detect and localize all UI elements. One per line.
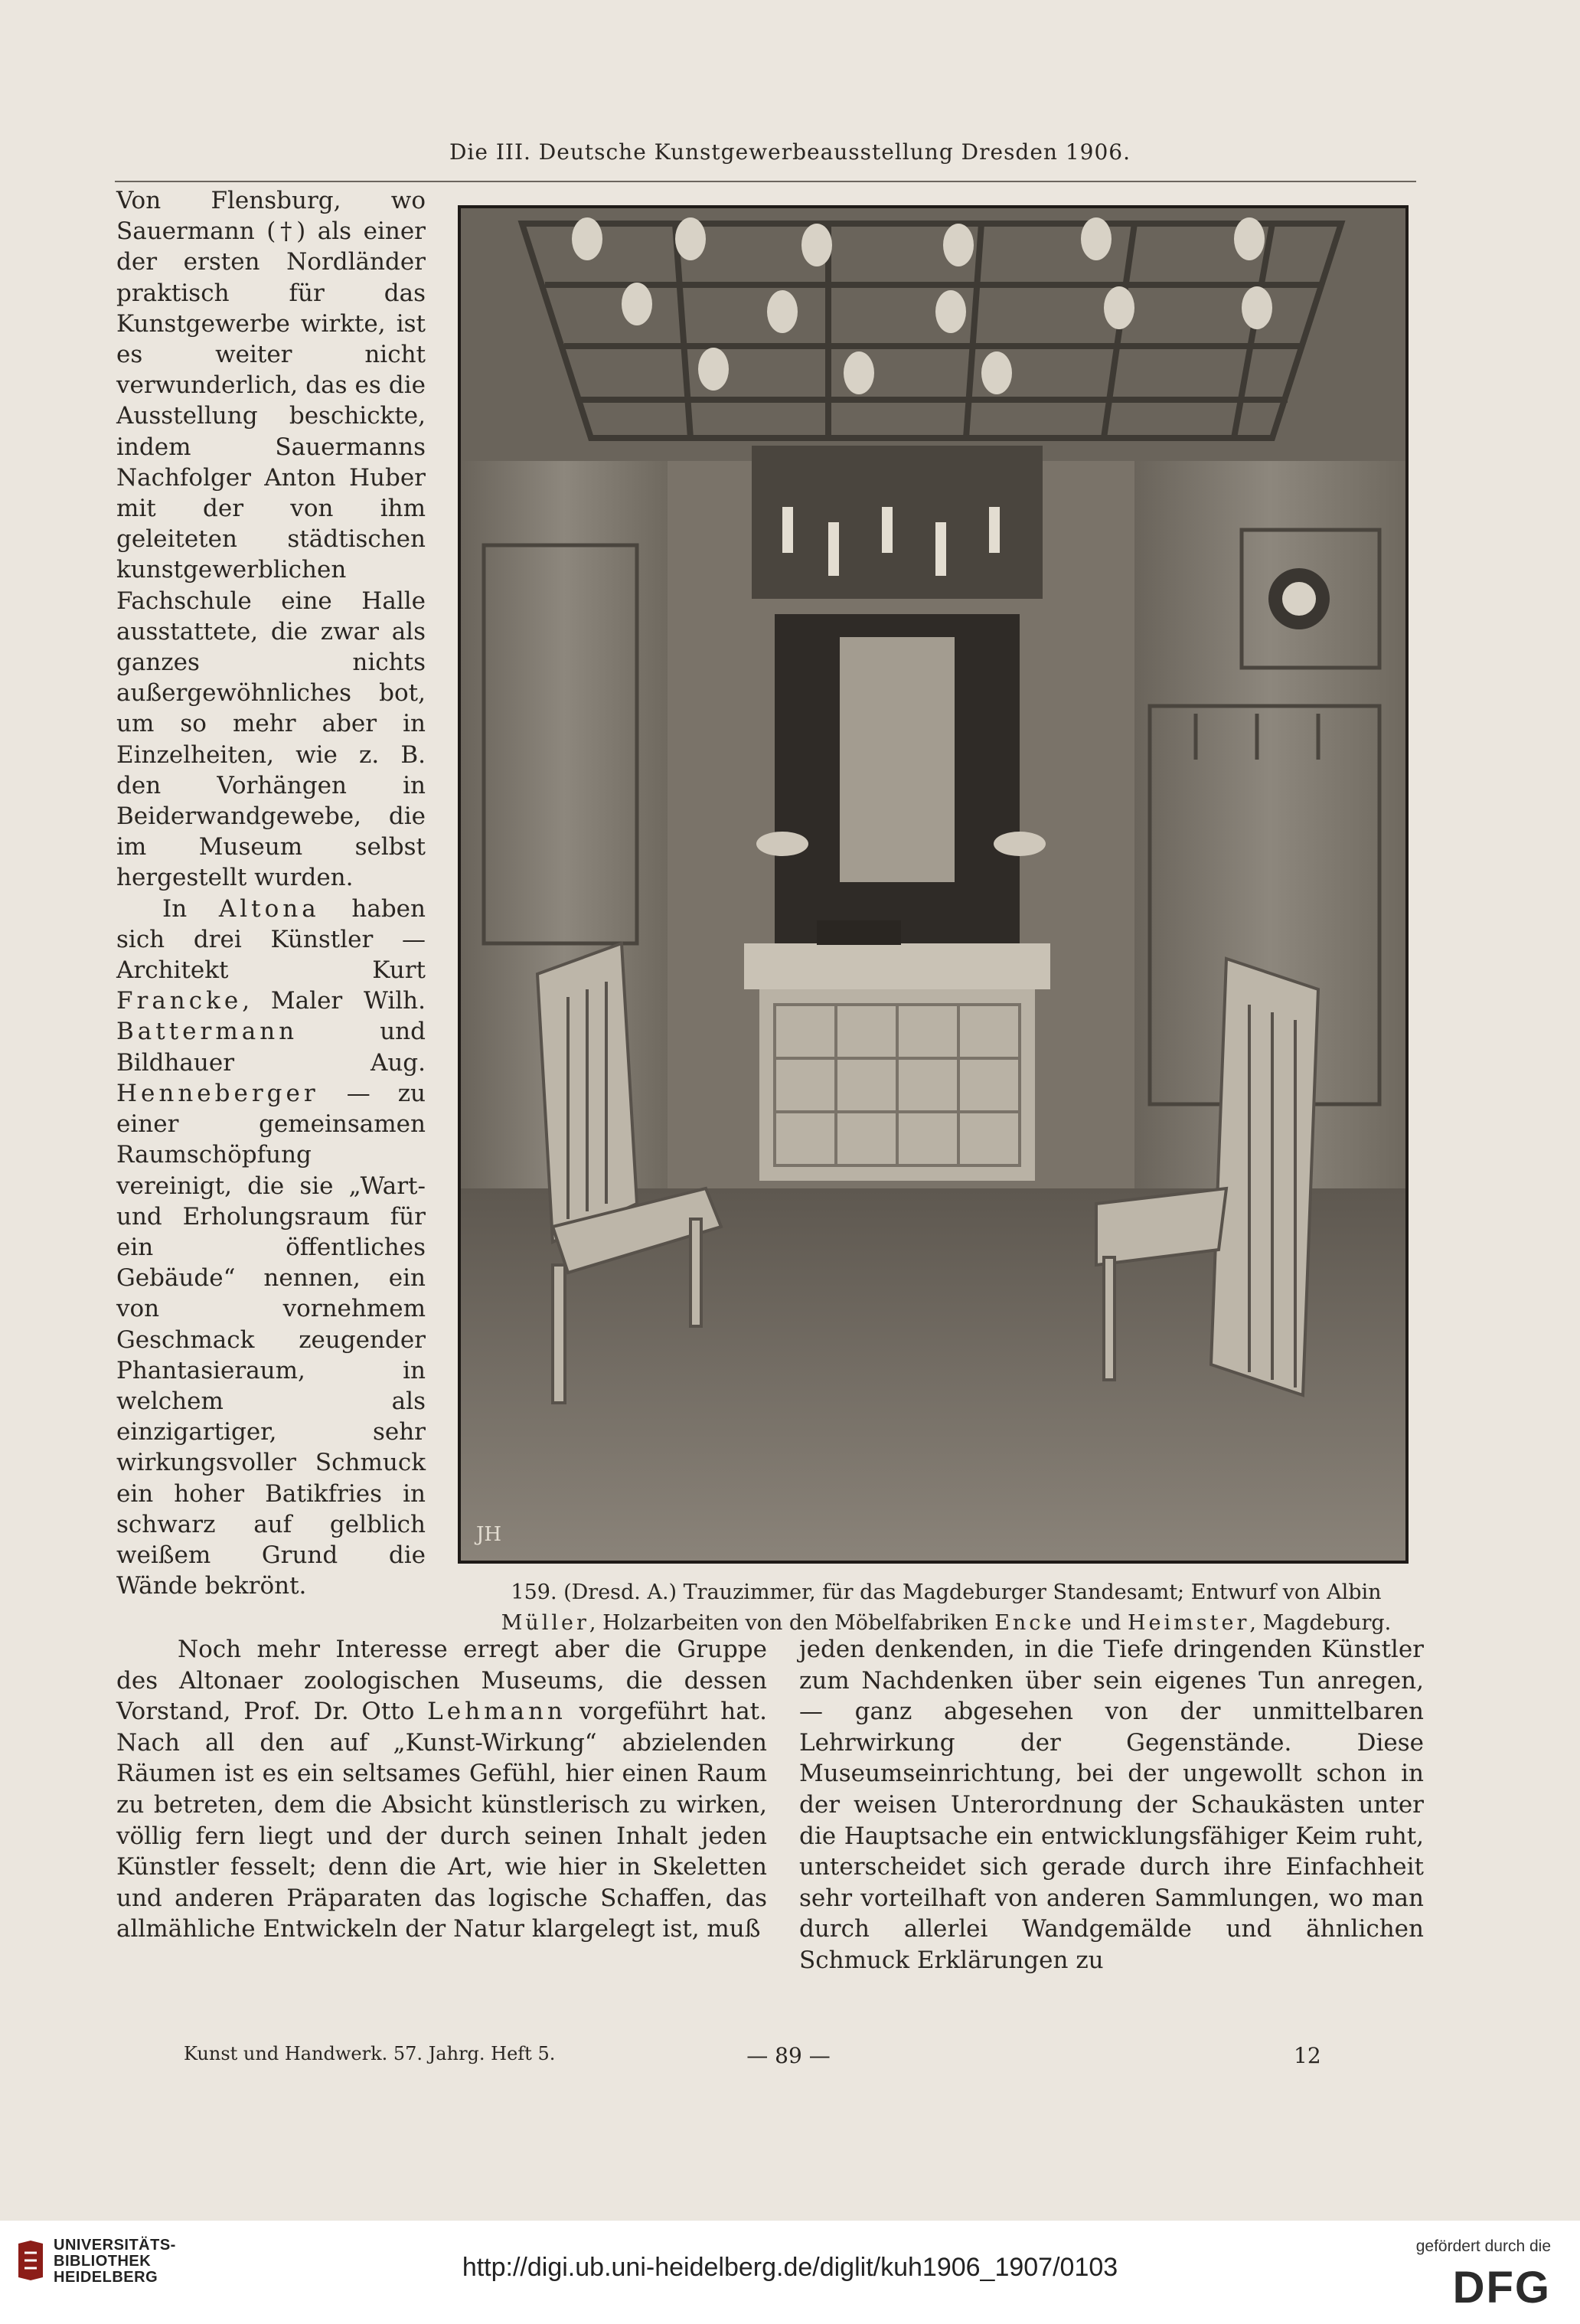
digital-library-url[interactable]: http://digi.ub.uni-heidelberg.de/diglit/kuh1906_1907/0103 xyxy=(462,2253,1118,2282)
lower-right-column xyxy=(799,1634,1424,1976)
registry-desk xyxy=(744,920,1050,1181)
photo-monogram: JH xyxy=(476,1523,502,1546)
text-span: — zu einer gemeinsamen Raumschöpfung vereinigt, die sie „Wart- und Erholungsraum für ein öffentliches Gebäude“ nennen, ein von vornehmem Geschmack zeugender Phantasieraum, in welchem als einzigartiger, sehr wirkungsvoller Schmuck ein hoher Batikfries in schwarz auf gelblich weißem Grund die Wände bekrönt. xyxy=(116,1079,426,1600)
dfg-logo: DFG xyxy=(1452,2263,1551,2313)
text-span: und Bildhauer Aug. xyxy=(116,1018,426,1077)
sponsor-text: gefördert durch die xyxy=(1415,2237,1551,2255)
university-library-logo-icon xyxy=(15,2237,46,2283)
spaced-francke: Francke xyxy=(116,987,243,1015)
spaced-lehmann: Lehmann xyxy=(427,1698,566,1726)
page-footer xyxy=(0,2043,1580,2074)
paragraph-zoological-museum xyxy=(116,1634,767,1945)
caption-encke: Encke xyxy=(994,1611,1075,1635)
signature-mark: 12 xyxy=(1294,2043,1321,2068)
library-name-line: HEIDELBERG xyxy=(54,2269,158,2286)
paragraph-continuation: jeden denkenden, in die Tiefe dringenden Künstler zum Nachdenken über sein eigenes Tun anregen, — ganz abgesehen von der unmittelbaren Lehrwirkung der Gegenstände. Diese Museumseinrichtung, bei der ungewollt schon in der weisen Unterordnung der Schaukästen unter die Hauptsache ein entwicklungsfähiger Keim ruht, unterscheidet sich gerade durch ihre Einfachheit sehr vorteilhaft von anderen Sammlungen, wo man durch allerlei Wandgemälde und ähnlichen Schmuck Erklärungen zu xyxy=(799,1636,1424,1974)
page-number: — 89 — xyxy=(746,2043,831,2068)
paragraph-altona xyxy=(116,894,426,1602)
university-library-name xyxy=(54,2237,176,2286)
trauzimmer-photo xyxy=(461,208,1405,1561)
caption-line-1: 159. (Dresd. A.) Trauzimmer, für das Magdeburger Standesamt; Entwurf von Albin xyxy=(511,1580,1382,1604)
caption-text: , Holzarbeiten von den Möbelfabriken xyxy=(589,1611,995,1635)
throne-chair-back xyxy=(840,637,955,882)
text-span: haben sich drei Künstler — Architekt Kurt xyxy=(116,894,426,985)
ceiling xyxy=(461,208,1405,461)
figure-caption xyxy=(476,1577,1416,1639)
caption-text: und xyxy=(1074,1611,1128,1635)
figure-photograph xyxy=(458,205,1409,1564)
caption-text: , Magdeburg. xyxy=(1249,1611,1392,1635)
spaced-battermann: Battermann xyxy=(116,1018,299,1046)
text-span: In xyxy=(162,894,219,923)
library-name-line: UNIVERSITÄTS- xyxy=(54,2237,176,2254)
header-rule xyxy=(115,181,1416,182)
running-title: Die III. Deutsche Kunstgewerbeausstellung Dresden 1906. xyxy=(449,139,1131,165)
text-span: Noch mehr Interesse erregt aber die Gruppe des Altonaer zoologischen Museums, die dessen Vorstand, Prof. Dr. Otto xyxy=(116,1636,767,1726)
caption-heimster: Heimster xyxy=(1128,1611,1250,1635)
paragraph-flensburg: Von Flensburg, wo Sauermann (†) als einer der ersten Nordländer praktisch für das Kunstgewerbe wirkte, ist es weiter nicht verwunderlich, das es die Ausstellung beschickte, indem Sauermanns Nachfolger Anton Huber mit der von ihm geleiteten städtischen kunstgewerblichen Fachschule eine Halle ausstattete, die zwar als ganzes nichts außergewöhnliches bot, um so mehr aber in Einzelheiten, wie z. B. den Vorhängen in Beiderwandgewebe, die im Museum selbst hergestellt wurden. xyxy=(116,187,426,892)
journal-reference: Kunst und Handwerk. 57. Jahrg. Heft 5. xyxy=(184,2043,556,2064)
spaced-altona: Altona xyxy=(218,894,320,923)
text-span: vorgeführt hat. Nach all den auf „Kunst-Wirkung“ abzielenden Räumen ist es ein seltsames Gefühl, hier einen Raum zu betreten, dem die Absicht künstlerisch zu wirken, völlig fern liegt und der durch seinen Inhalt jeden Künstler fesselt; denn die Art, wie hier in Skeletten und anderen Präparaten das logische Schaffen, das allmähliche Entwickeln der Natur klargelegt ist, muß xyxy=(116,1698,767,1943)
caption-muller: Müller xyxy=(501,1611,589,1635)
left-text-column xyxy=(116,185,426,1601)
library-name-line: BIBLIOTHEK xyxy=(54,2253,152,2270)
library-bar xyxy=(0,2221,1580,2324)
lower-left-column xyxy=(116,1634,767,1945)
round-window xyxy=(1268,568,1330,629)
spaced-henneberger: Henneberger xyxy=(116,1079,319,1107)
text-span: , Maler Wilh. xyxy=(242,987,426,1015)
